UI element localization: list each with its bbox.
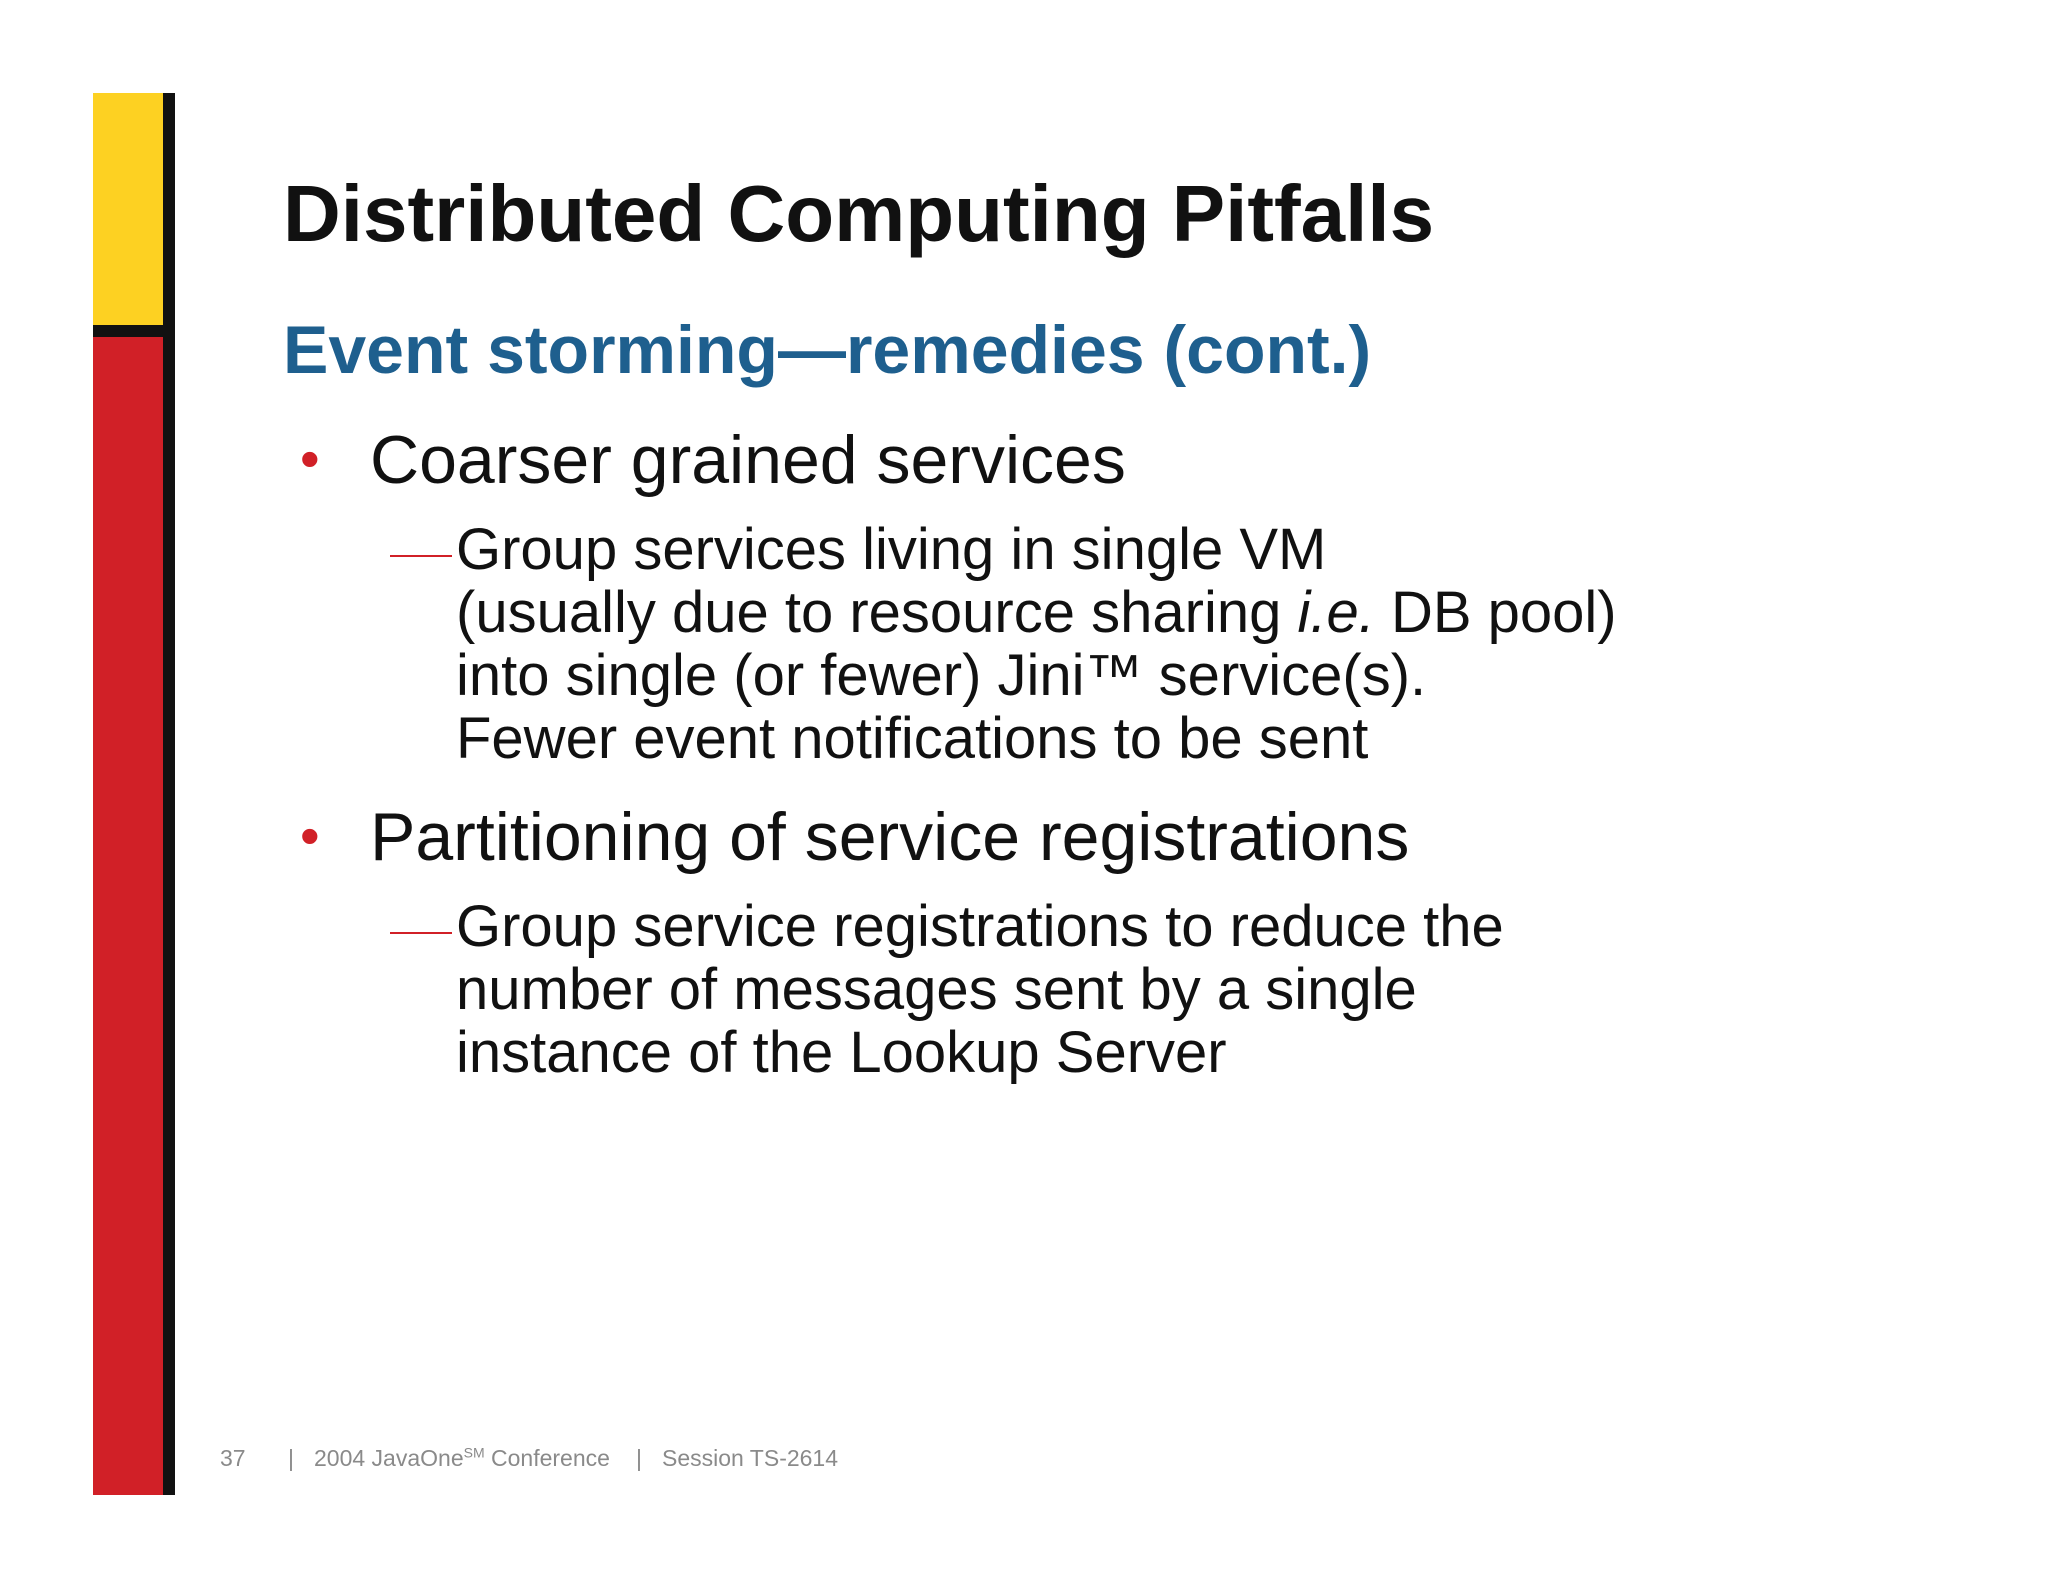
conference-name bbox=[314, 1445, 610, 1472]
bullet-text: Coarser grained services bbox=[370, 422, 1126, 498]
dash-icon bbox=[390, 555, 452, 557]
sub-line: Fewer event notifications to be sent bbox=[456, 706, 1369, 771]
sub-line: Group service registrations to reduce the bbox=[456, 894, 1504, 959]
sub-line bbox=[456, 581, 1617, 644]
black-bar-edge bbox=[163, 93, 175, 1495]
sub-line: number of messages sent by a single bbox=[456, 957, 1417, 1022]
page-number: 37 bbox=[220, 1445, 246, 1471]
yellow-bar-segment bbox=[93, 93, 163, 325]
red-bar-segment bbox=[93, 337, 163, 1495]
footer-separator: | bbox=[636, 1445, 642, 1471]
sub-bullet-text bbox=[456, 518, 1617, 770]
sub-bullet-text bbox=[456, 895, 1504, 1084]
bullet-dot-icon: • bbox=[300, 427, 320, 490]
left-color-bar bbox=[93, 93, 163, 1495]
sub-line: instance of the Lookup Server bbox=[456, 1020, 1227, 1085]
conference-prefix: 2004 JavaOne bbox=[314, 1445, 464, 1471]
sub-line-part: (usually due to resource sharing bbox=[456, 580, 1298, 645]
session-id: Session TS-2614 bbox=[662, 1445, 839, 1471]
footer-separator: | bbox=[288, 1445, 294, 1471]
slide-subtitle: Event storming—remedies (cont.) bbox=[283, 312, 1372, 388]
bar-divider bbox=[93, 325, 163, 337]
conference-suffix: Conference bbox=[484, 1445, 610, 1471]
slide-title: Distributed Computing Pitfalls bbox=[283, 169, 1435, 258]
bullet-text: Partitioning of service registrations bbox=[370, 799, 1410, 875]
sub-line-italic: i.e. bbox=[1297, 580, 1375, 645]
bullet-dot-icon: • bbox=[300, 804, 320, 867]
dash-icon bbox=[390, 932, 452, 934]
sub-line: Group services living in single VM bbox=[456, 517, 1327, 582]
sub-line-part: DB pool) bbox=[1374, 580, 1617, 645]
service-mark: SM bbox=[463, 1444, 485, 1461]
sub-line: into single (or fewer) Jini™ service(s). bbox=[456, 643, 1427, 708]
